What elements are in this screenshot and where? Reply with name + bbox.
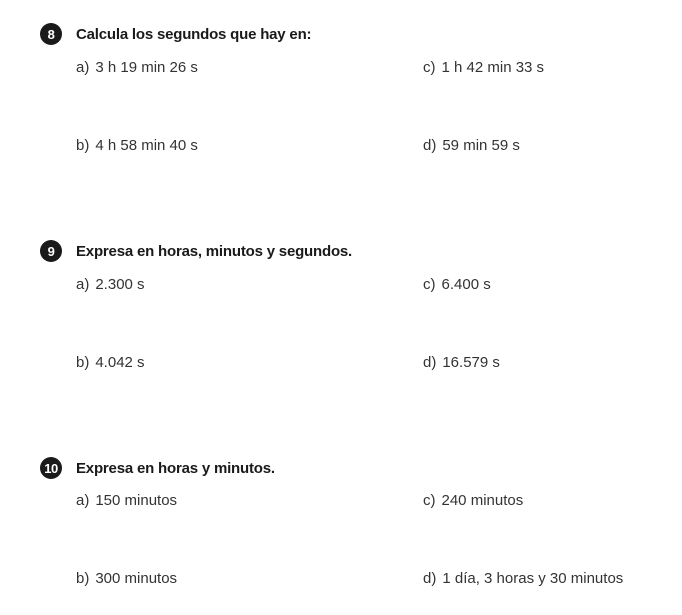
item-text: 6.400 s xyxy=(441,276,491,293)
exercise-number-badge: 10 xyxy=(40,457,62,479)
exercise-header xyxy=(40,457,275,479)
item-letter: a) xyxy=(76,492,90,509)
item-a xyxy=(76,59,198,76)
item-letter: c) xyxy=(423,59,436,76)
item-text: 3 h 19 min 26 s xyxy=(95,59,198,76)
exercise-number-badge: 8 xyxy=(40,23,62,45)
item-c xyxy=(423,59,544,76)
item-letter: c) xyxy=(423,276,436,293)
item-text: 300 minutos xyxy=(95,570,178,587)
item-letter: c) xyxy=(423,492,436,509)
item-text: 16.579 s xyxy=(442,354,500,371)
item-text: 1 día, 3 horas y 30 minutos xyxy=(442,570,624,587)
item-a xyxy=(76,492,177,509)
item-letter: a) xyxy=(76,59,90,76)
exercise-title: Expresa en horas, minutos y segundos. xyxy=(76,242,353,260)
item-letter: b) xyxy=(76,354,90,371)
item-d xyxy=(423,570,623,587)
item-b xyxy=(76,354,145,371)
item-text: 240 minutos xyxy=(441,492,524,509)
exercise-title: Calcula los segundos que hay en: xyxy=(76,25,312,43)
item-b xyxy=(76,570,177,587)
exercise-header xyxy=(40,23,311,45)
exercise-number-badge: 9 xyxy=(40,240,62,262)
item-letter: a) xyxy=(76,276,90,293)
item-b xyxy=(76,137,198,154)
item-c xyxy=(423,276,491,293)
item-text: 150 minutos xyxy=(95,492,178,509)
item-text: 4.042 s xyxy=(95,354,145,371)
item-letter: b) xyxy=(76,570,90,587)
item-letter: d) xyxy=(423,137,437,154)
item-text: 1 h 42 min 33 s xyxy=(441,59,545,76)
item-letter: d) xyxy=(423,354,437,371)
item-d xyxy=(423,354,500,371)
exercise-title: Expresa en horas y minutos. xyxy=(76,459,275,477)
item-c xyxy=(423,492,523,509)
exercise-header xyxy=(40,240,352,262)
item-text: 2.300 s xyxy=(95,276,145,293)
item-letter: d) xyxy=(423,570,437,587)
item-a xyxy=(76,276,145,293)
item-d xyxy=(423,137,520,154)
item-text: 4 h 58 min 40 s xyxy=(95,137,198,154)
item-text: 59 min 59 s xyxy=(442,137,520,154)
item-letter: b) xyxy=(76,137,90,154)
